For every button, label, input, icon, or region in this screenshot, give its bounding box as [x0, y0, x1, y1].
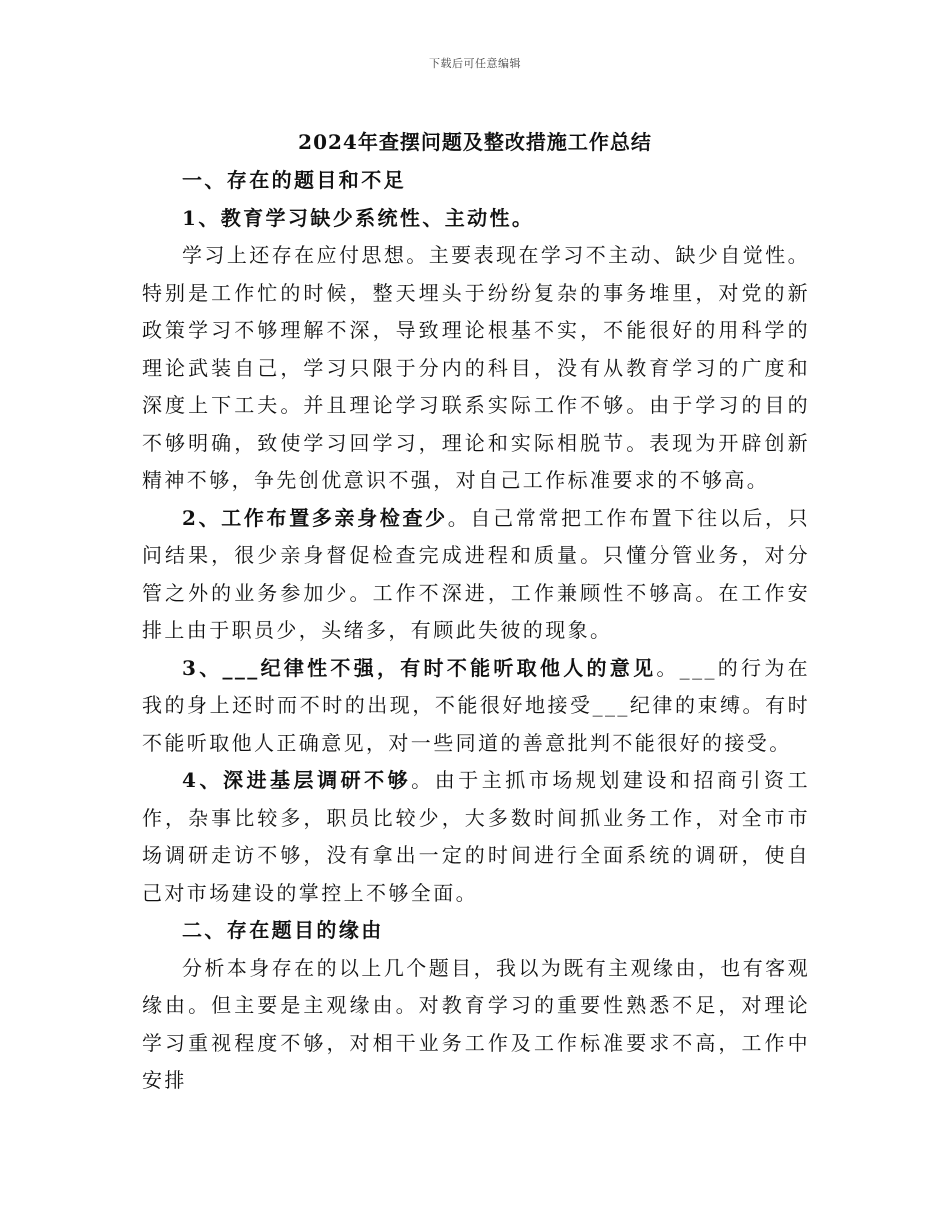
item-2-lead: 2、工作布置多亲身检查少	[182, 505, 448, 530]
item-2-paragraph	[142, 500, 810, 650]
item-4-paragraph	[142, 762, 810, 912]
item-3-paragraph	[142, 650, 810, 763]
section-1-heading: 一、存在的题目和不足	[182, 168, 406, 192]
document-title: 2024年查摆问题及整改措施工作总结	[298, 130, 652, 154]
item-4-text: 。由于主抓市场规划建设和招商引资工作，杂事比较多，职员比较少，大多数时间抓业务工作，对全市市场调研走访不够，没有拿出一定的时间进行全面系统的调研，使自己对市场建设的掌控上不够全面。	[142, 768, 810, 905]
item-2-text: 。自己常常把工作布置下往以后，只问结果，很少亲身督促检查完成进程和质量。只懂分管业务，对分管之外的业务参加少。工作不深进，工作兼顾性不够高。在工作安排上由于职员少，头绪多，有顾此失彼的现象。	[142, 505, 811, 642]
item-3-lead: 3、___纪律性不强，有时不能听取他人的意见	[182, 655, 657, 680]
item-3-text: 。___的行为在我的身上还时而不时的出现，不能很好地接受___纪律的束缚。有时不能听取他人正确意见，对一些同道的善意批判不能很好的接受。	[142, 655, 811, 755]
item-4-lead: 4、深进基层调研不够	[182, 768, 412, 792]
section-2-paragraph: 分析本身存在的以上几个题目，我以为既有主观缘由，也有客观缘由。但主要是主观缘由。对教育学习的重要性熟悉不足，对理论学习重视程度不够，对相干业务工作及工作标准要求不高，工作中安排	[142, 955, 810, 1092]
document-body	[142, 162, 810, 1100]
item-1-paragraph: 学习上还存在应付思想。主要表现在学习不主动、缺少自觉性。特别是工作忙的时候，整天埋头于纷纷复杂的事务堆里，对党的新政策学习不够理解不深，导致理论根基不实，不能很好的用科学的理论武装自己，学习只限于分内的科目，没有从教育学习的广度和深度上下工夫。并且理论学习联系实际工作不够。由于学习的目的不够明确，致使学习回学习，理论和实际相脱节。表现为开辟创新精神不够，争先创优意识不强，对自己工作标准要求的不够高。	[142, 243, 810, 492]
header-note: 下载后可任意编辑	[429, 57, 521, 70]
item-1-heading: 1、教育学习缺少系统性、主动性。	[182, 205, 535, 230]
section-2-heading: 二、存在题目的缘由	[182, 918, 384, 942]
